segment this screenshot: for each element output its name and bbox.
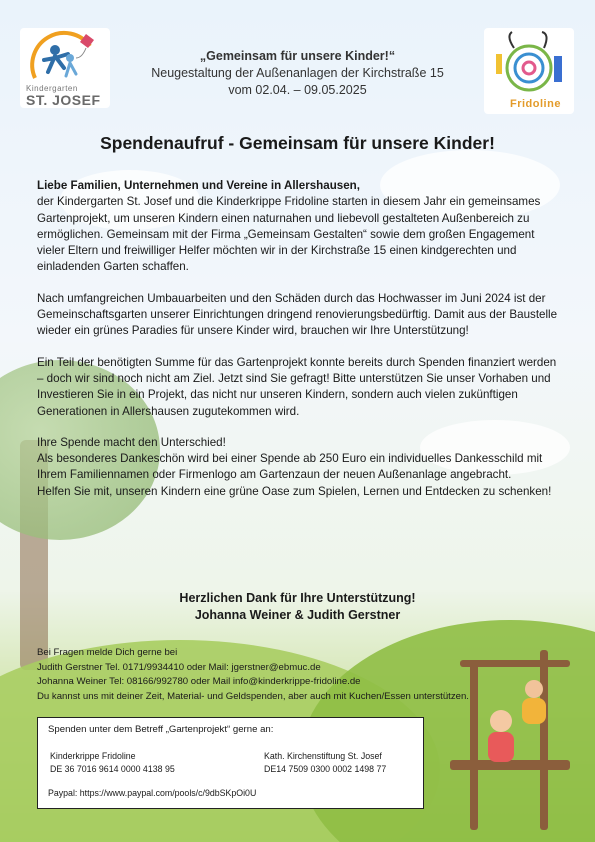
paragraph-intro bbox=[37, 178, 562, 276]
page-title bbox=[0, 133, 595, 154]
account-iban: DE 36 7016 9614 0000 4138 95 bbox=[50, 764, 175, 774]
account-name: Kinderkrippe Fridoline bbox=[50, 751, 136, 761]
donation-intro: Spenden unter dem Betreff „Gartenprojekt“ gerne an: bbox=[48, 724, 274, 735]
account-st-josef bbox=[264, 750, 386, 776]
paragraph-4 bbox=[37, 435, 562, 500]
account-name: Kath. Kirchenstiftung St. Josef bbox=[264, 751, 382, 761]
thanks-line: Herzlichen Dank für Ihre Unterstützung! bbox=[179, 591, 416, 605]
logo-caption-fridoline: Fridoline bbox=[510, 98, 561, 110]
snail-swirl-icon bbox=[484, 28, 574, 100]
title-part2: Gemeinsam für unsere Kinder! bbox=[239, 133, 495, 153]
account-iban: DE14 7509 0300 0002 1498 77 bbox=[264, 764, 387, 774]
contact-gerstner: Judith Gerstner Tel. 0171/9934410 oder Mail: jgerstner@ebmuc.de bbox=[37, 661, 321, 673]
title-separator: - bbox=[223, 133, 240, 153]
title-part1: Spendenaufruf bbox=[100, 133, 224, 153]
header-dates: vom 02.04. – 09.05.2025 bbox=[228, 83, 367, 97]
thanks-block bbox=[0, 590, 595, 624]
logo-caption-small: Kindergarten bbox=[26, 84, 78, 93]
paragraph-3: Ein Teil der benötigten Summe für das Gartenprojekt konnte bereits durch Spenden finanziert werden – doch wir sind noch nicht am Ziel. Jetzt sind Sie gefragt! Bitte unterstützen Sie unser Vorhaben und Investieren Sie in ein Projekt, das nicht nur unseren Kindern, sondern auch vielen zukünftigen Generationen in Allershausen zugutekommen wird. bbox=[37, 355, 557, 418]
kinderkrippe-fridoline-logo bbox=[484, 28, 574, 114]
contact-intro: Bei Fragen melde Dich gerne bei bbox=[37, 647, 178, 658]
kindergarten-st-josef-logo bbox=[20, 28, 110, 108]
account-fridoline bbox=[50, 750, 175, 776]
paragraph-1: der Kindergarten St. Josef und die Kinderkrippe Fridoline starten in diesem Jahr ein gemeinsames Gartenprojekt, um unseren Kindern einen naturnahen und liebevoll gestalteten Außenbereich zu ermöglichen. Gemeinsam mit der Firma „Gemeinsam Gestalten“ sowie dem großen Engagement vieler Eltern und freiwilliger Helfer möchten wir in der Kirchstraße 15 einen kindgerechten und einladenden Garten schaffen. bbox=[37, 195, 541, 274]
greeting: Liebe Familien, Unternehmen und Vereine in Allershausen, bbox=[37, 179, 360, 192]
logo-caption-large: ST. JOSEF bbox=[26, 92, 101, 108]
signature-names: Johanna Weiner & Judith Gerstner bbox=[194, 608, 401, 622]
paragraph-2: Nach umfangreichen Umbauarbeiten und den Schäden durch das Hochwasser im Juni 2024 ist der Gemeinschaftsgarten unserer Einrichtungen dringend renovierungsbedürftig. Damit aus der Baustelle wieder ein grünes Paradies für unsere Kinder wird, brauchen wir Ihre Unterstützung! bbox=[37, 291, 558, 338]
header-subtitle: Neugestaltung der Außenanlagen der Kirchstraße 15 bbox=[151, 66, 444, 80]
paragraph-4-line3: Helfen Sie mit, unseren Kindern eine grüne Oase zum Spielen, Lernen und Entdecken zu schenken! bbox=[37, 484, 552, 498]
contact-block bbox=[37, 646, 557, 704]
paragraph-4-line1: Ihre Spende macht den Unterschied! bbox=[37, 435, 226, 449]
letter-body bbox=[37, 178, 562, 515]
contact-note: Du kannst uns mit deiner Zeit, Material- und Geldspenden, aber auch mit Kuchen/Essen unterstützen. bbox=[37, 690, 469, 702]
donation-info-box bbox=[37, 717, 424, 809]
header-slogan: „Gemeinsam für unsere Kinder!“ bbox=[199, 49, 396, 63]
paragraph-4-line2: Als besonderes Dankeschön wird bei einer Spende ab 250 Euro ein individuelles Dankesschild mit Ihrem Familiennamen oder Firmenlogo am Gartenzaun der neuen Außenanlage angebracht. bbox=[37, 452, 543, 482]
paypal-link[interactable]: Paypal: https://www.paypal.com/pools/c/9dbSKpOi0U bbox=[48, 788, 257, 798]
event-header bbox=[120, 48, 475, 99]
contact-weiner: Johanna Weiner Tel: 08166/992780 oder Mail info@kinderkrippe-fridoline.de bbox=[37, 676, 361, 687]
family-kite-icon bbox=[20, 28, 110, 88]
